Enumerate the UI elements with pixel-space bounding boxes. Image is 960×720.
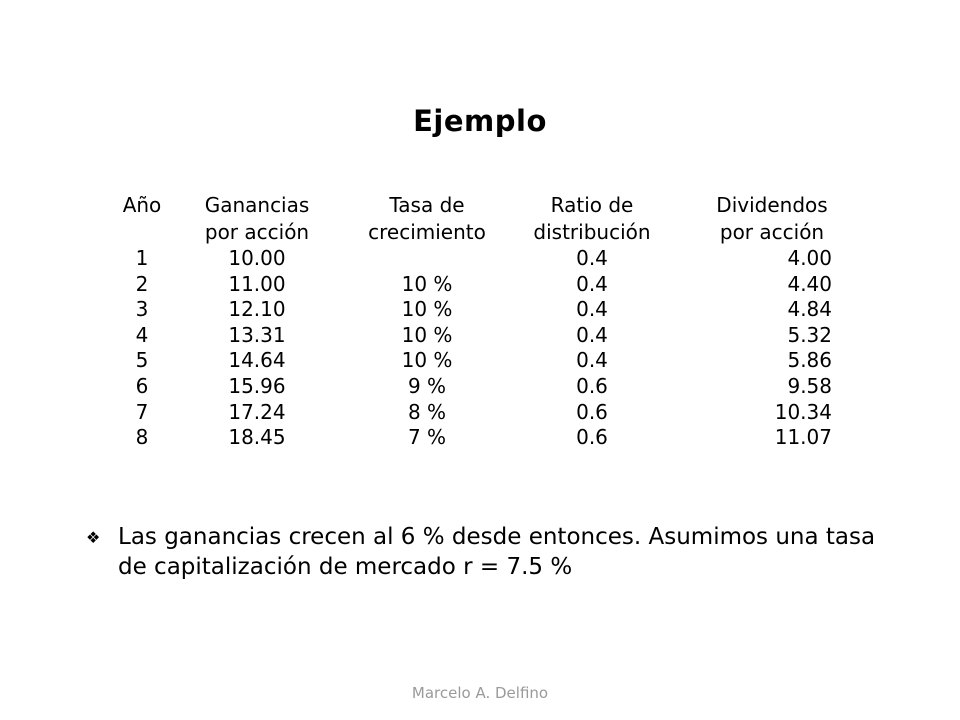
cell-dividends: 10.34 (774, 399, 832, 424)
cell-year: 5 (135, 348, 149, 373)
cell-dividends: 11.07 (774, 425, 832, 450)
dividend-table (112, 192, 872, 451)
cell-eps: 17.24 (228, 399, 286, 424)
table-row (112, 348, 872, 374)
diamond-bullet-icon: ❖ (86, 528, 101, 547)
header-eps: Ganancias por acción (204, 193, 310, 244)
cell-eps: 13.31 (228, 322, 286, 347)
cell-growth-rate: 10 % (401, 297, 453, 322)
header-payout-ratio: Ratio de distribución (533, 193, 651, 244)
cell-dividends: 4.00 (787, 246, 832, 270)
cell-payout-ratio: 0.6 (576, 425, 608, 450)
cell-dividends: 5.32 (787, 322, 832, 347)
header-year: Año (122, 193, 162, 217)
bullet-point (86, 522, 906, 582)
cell-growth-rate: 10 % (401, 348, 453, 373)
cell-payout-ratio: 0.4 (576, 297, 608, 322)
cell-eps: 15.96 (228, 373, 286, 398)
cell-dividends: 4.84 (787, 297, 832, 322)
cell-growth-rate: 10 % (401, 271, 453, 296)
cell-year: 1 (135, 246, 149, 270)
cell-dividends: 4.40 (787, 271, 832, 296)
cell-eps: 18.45 (228, 425, 286, 450)
cell-payout-ratio: 0.6 (576, 373, 608, 398)
table-header-row (112, 192, 872, 246)
cell-payout-ratio: 0.6 (576, 399, 608, 424)
cell-eps: 14.64 (228, 348, 286, 373)
cell-growth-rate (342, 246, 512, 272)
cell-year: 6 (135, 373, 149, 398)
cell-payout-ratio: 0.4 (576, 348, 608, 373)
table-row (112, 323, 872, 349)
header-dividends: Dividendos por acción (716, 193, 828, 244)
cell-year: 7 (135, 399, 149, 424)
table-row (112, 400, 872, 426)
table-row (112, 297, 872, 323)
cell-year: 3 (135, 297, 149, 322)
cell-dividends: 9.58 (787, 373, 832, 398)
table-body (112, 246, 872, 451)
cell-dividends: 5.86 (787, 348, 832, 373)
cell-eps: 12.10 (228, 297, 286, 322)
table-row (112, 374, 872, 400)
slide-title: Ejemplo (413, 104, 547, 138)
table-row (112, 425, 872, 451)
bullet-text: Las ganancias crecen al 6 % desde entonces. Asumimos una tasa de capitalización de mercado r = 7.5 % (118, 524, 876, 580)
cell-eps: 11.00 (228, 271, 286, 296)
footer-author: Marcelo A. Delfino (411, 684, 549, 702)
table-row (112, 272, 872, 298)
header-growth-rate: Tasa de crecimiento (368, 193, 486, 244)
cell-year: 8 (135, 425, 149, 450)
cell-year: 4 (135, 322, 149, 347)
cell-payout-ratio: 0.4 (576, 322, 608, 347)
cell-eps: 10.00 (228, 246, 286, 270)
cell-growth-rate: 10 % (401, 322, 453, 347)
cell-payout-ratio: 0.4 (576, 271, 608, 296)
cell-growth-rate: 7 % (407, 425, 447, 450)
cell-growth-rate: 8 % (407, 399, 447, 424)
cell-payout-ratio: 0.4 (576, 246, 608, 270)
table-row (112, 246, 872, 272)
cell-year: 2 (135, 271, 149, 296)
cell-growth-rate: 9 % (407, 373, 447, 398)
